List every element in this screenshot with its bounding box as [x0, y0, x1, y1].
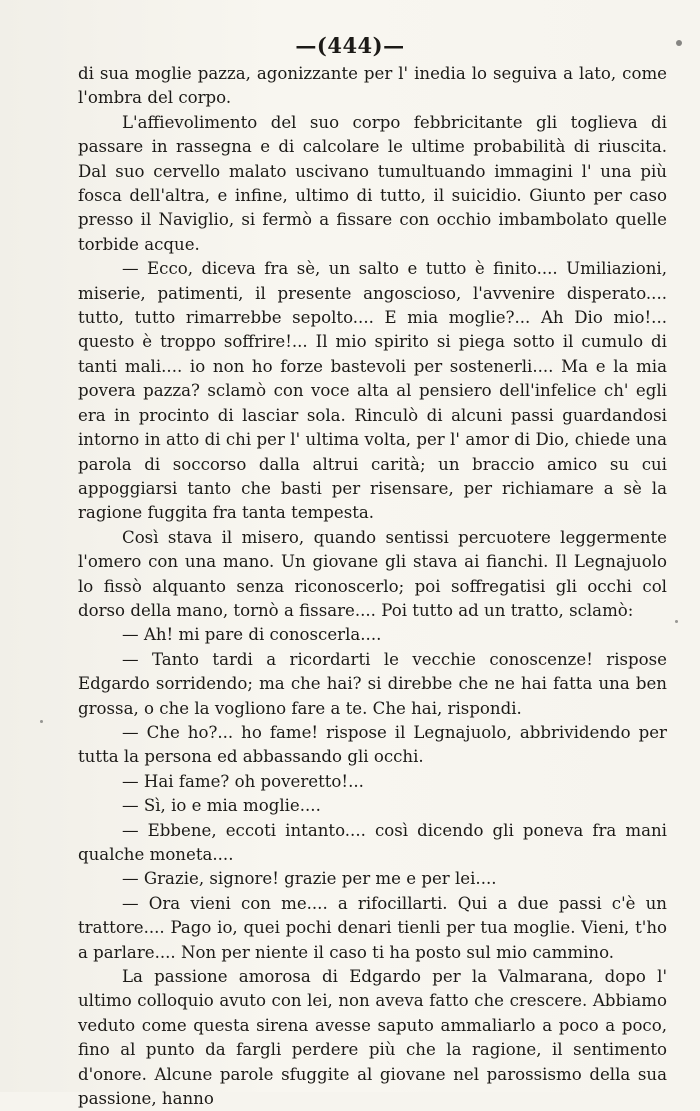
paragraph: — Tanto tardi a ricordarti le vecchie conoscenze! rispose Edgardo sorridendo; ma che hai? si direbbe che ne hai fatta una ben grossa, o che la vogliono fare a te. Che hai, rispondi.	[78, 649, 667, 718]
paragraph: di sua moglie pazza, agonizzante per l' inedia lo seguiva a lato, come l'ombra del corpo.	[78, 64, 667, 108]
paragraph: Così stava il misero, quando sentissi percuotere leggermente l'omero con una mano. Un giovane gli stava ai fianchi. Il Legnajuolo lo fissò alquanto senza riconoscerlo; poi soffregatisi gli occhi col dorso della mano, tornò a fissare.... Poi tutto ad un tratto, sclamò:	[78, 527, 667, 620]
paragraph: — Ora vieni con me.... a rifocillarti. Qui a due passi c'è un trattore.... Pago io, quei pochi denari tienli per tua moglie. Vieni, t'ho a parlare.... Non per niente il caso ti ha posto sul mio cammino.	[78, 893, 667, 962]
paragraph: — Che ho?... ho fame! rispose il Legnajuolo, abbrividendo per tutta la persona ed abbassando gli occhi.	[78, 722, 667, 767]
paragraph: — Grazie, signore! grazie per me e per lei....	[122, 869, 497, 889]
paragraph: La passione amorosa di Edgardo per la Valmarana, dopo l' ultimo colloquio avuto con lei, non aveva fatto che crescere. Abbiamo veduto come questa sirena avesse saputo ammaliarlo a poco a poco, fino al punto da fargli perdere più che la ragione, il sentimento d'onore. Alcune parole sfuggite al giovane nel parossismo della sua passione, hanno	[78, 967, 667, 1109]
paragraph: — Ecco, diceva fra sè, un salto e tutto è finito.... Umiliazioni, miserie, patimenti, il presente angoscioso, l'avvenire disperato.... tutto, tutto rimarrebbe sepolto.... E mia moglie?... Ah Dio mio!... questo è troppo soffrire!... Il mio spirito si piega sotto il cumulo di tanti mali.... io non ho forze bastevoli per sostenerli.... Ma e la mia povera pazza? sclamò con voce alta al pensiero dell'infelice ch' egli era in procinto di lasciar sola. Rinculò di alcuni passi guardandosi intorno in atto di chi per l' ultima volta, per l' amor di Dio, chiede una parola di soccorso dalla altrui carità; un braccio amico su cui appoggiarsi tanto che basti per risensare, per richiamare a sè la ragione fuggita fra tanta tempesta.	[78, 259, 667, 523]
paragraph: — Ebbene, eccoti intanto.... così dicendo gli poneva fra mani qualche moneta....	[78, 820, 667, 864]
paragraph: — Ah! mi pare di conoscerla....	[122, 625, 382, 645]
page-number: —(444)—	[295, 33, 405, 58]
paragraph: — Hai fame? oh poveretto!...	[122, 771, 364, 791]
paragraph: — Sì, io e mia moglie....	[122, 796, 321, 816]
paragraph: L'affievolimento del suo corpo febbricitante gli toglieva di passare in rassegna e di calcolare le ultime probabilità di riuscita. Dal suo cervello malato uscivano tumultuando immagini l' una più fosca dell'altra, e infine, ultimo di tutto, il suicidio. Giunto per caso presso il Naviglio, si fermò a fissare con occhio imbambolato quelle torbide acque.	[78, 112, 667, 254]
ink-spot	[40, 720, 43, 723]
ink-spot	[675, 620, 678, 623]
page-body	[78, 62, 667, 1111]
